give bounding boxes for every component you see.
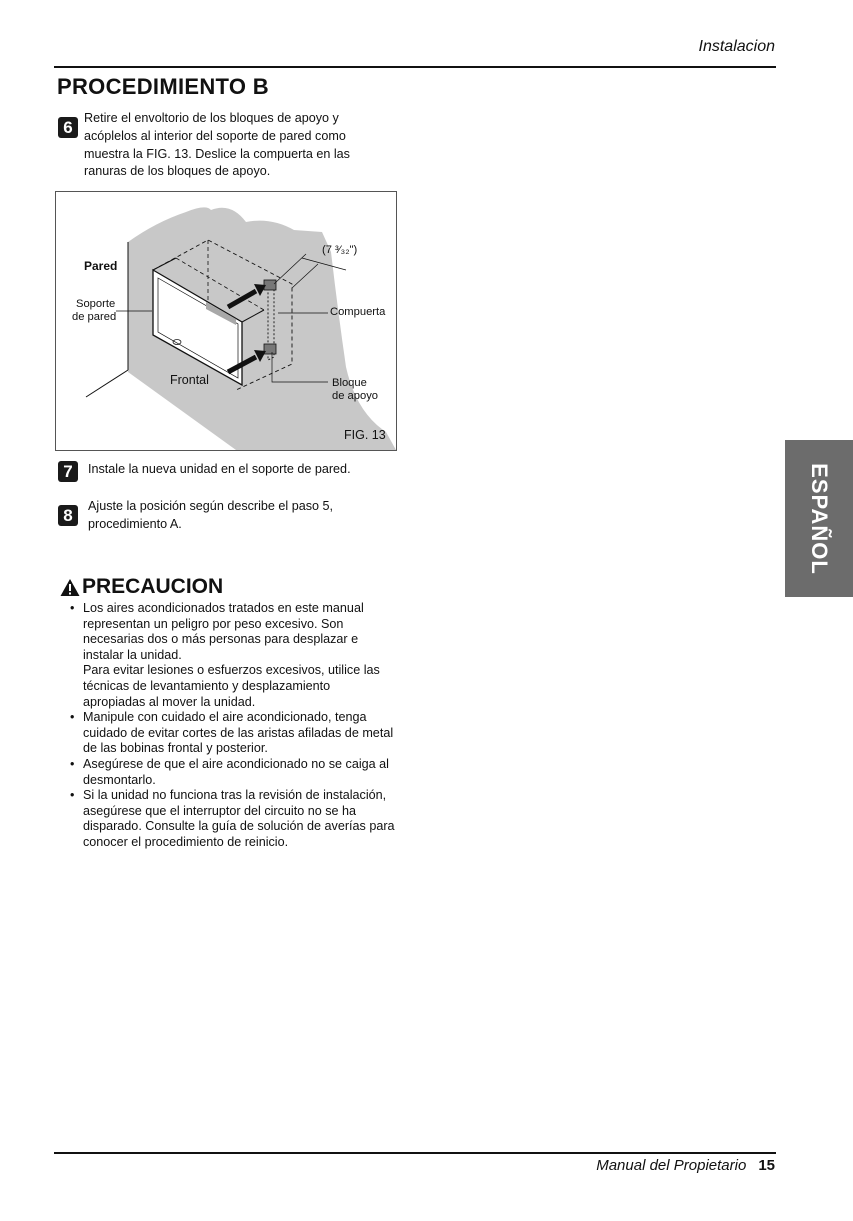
caution-item: [60, 788, 395, 850]
page-title: PROCEDIMIENTO B: [57, 74, 269, 99]
page-number: 15: [758, 1157, 775, 1174]
caution-bullet: •: [70, 710, 75, 725]
label-frontal: Frontal: [170, 373, 209, 387]
floor-line: [86, 370, 128, 397]
step-7-badge: 7: [58, 461, 78, 482]
footer: [596, 1157, 775, 1174]
label-bloque-line1: Bloque: [332, 377, 367, 389]
caution-paragraph: Los aires acondicionados tratados en este manual representan un peligro por peso excesivo. Son necesarias dos o más personas para desplazar e instalar la unidad.: [83, 601, 364, 662]
language-tab-label: ESPAÑOL: [807, 462, 832, 575]
label-dimension: (7 ³⁄₃₂"): [322, 244, 358, 256]
caution-bullet: •: [70, 601, 75, 615]
footer-divider: [54, 1152, 776, 1154]
figure-caption: FIG. 13: [344, 428, 386, 442]
label-soporte-line2: de pared: [72, 311, 117, 323]
header-divider: [54, 66, 776, 68]
caution-list: [60, 601, 395, 851]
label-bloque-line2: de apoyo: [332, 390, 379, 402]
step-6-badge: 6: [58, 117, 78, 138]
caution-item: [60, 601, 395, 710]
label-compuerta: Compuerta: [330, 306, 386, 318]
caution-item: [60, 757, 395, 788]
footer-manual-title: Manual del Propietario: [596, 1157, 747, 1174]
warning-triangle-icon: [60, 578, 80, 597]
figure-13: [55, 191, 397, 451]
caution-bullet: •: [70, 788, 75, 803]
language-tab: [785, 440, 853, 597]
step-8-badge: 8: [58, 505, 78, 526]
header-section-title: Instalacion: [698, 38, 775, 55]
support-block-bottom: [264, 344, 276, 354]
label-soporte-line1: Soporte: [76, 298, 116, 310]
caution-bullet: •: [70, 756, 75, 771]
step-7-text: Instale la nueva unidad en el soporte de pared.: [88, 462, 351, 476]
caution-paragraph: Si la unidad no funciona tras la revisión de instalación, asegúrese que el interruptor del circuito no se ha disparado. Consulte la guía de solución de averías para conocer el procedimiento de reinicio.: [83, 788, 395, 849]
caution-paragraph: Manipule con cuidado el aire acondicionado, tenga cuidado de evitar cortes de las aristas afiladas de metal de las bobinas frontal y posterior.: [83, 710, 394, 756]
step-8-text: Ajuste la posición según describe el paso 5, procedimiento A.: [88, 499, 334, 531]
caution-paragraph: Asegúrese de que el aire acondicionado no se caiga al desmontarlo.: [83, 756, 389, 787]
caution-paragraph: Para evitar lesiones o esfuerzos excesivos, utilice las técnicas de levantamiento y desplazamiento apropiadas al mover la unidad.: [83, 663, 380, 709]
caution-title: PRECAUCION: [82, 575, 224, 598]
label-pared: Pared: [84, 259, 118, 273]
step-6-text: Retire el envoltorio de los bloques de apoyo y acóplelos al interior del soporte de pared como muestra la FIG. 13. Deslice la compuerta en las ranuras de los bloques de apoyo.: [84, 111, 350, 179]
caution-item: [60, 710, 395, 757]
